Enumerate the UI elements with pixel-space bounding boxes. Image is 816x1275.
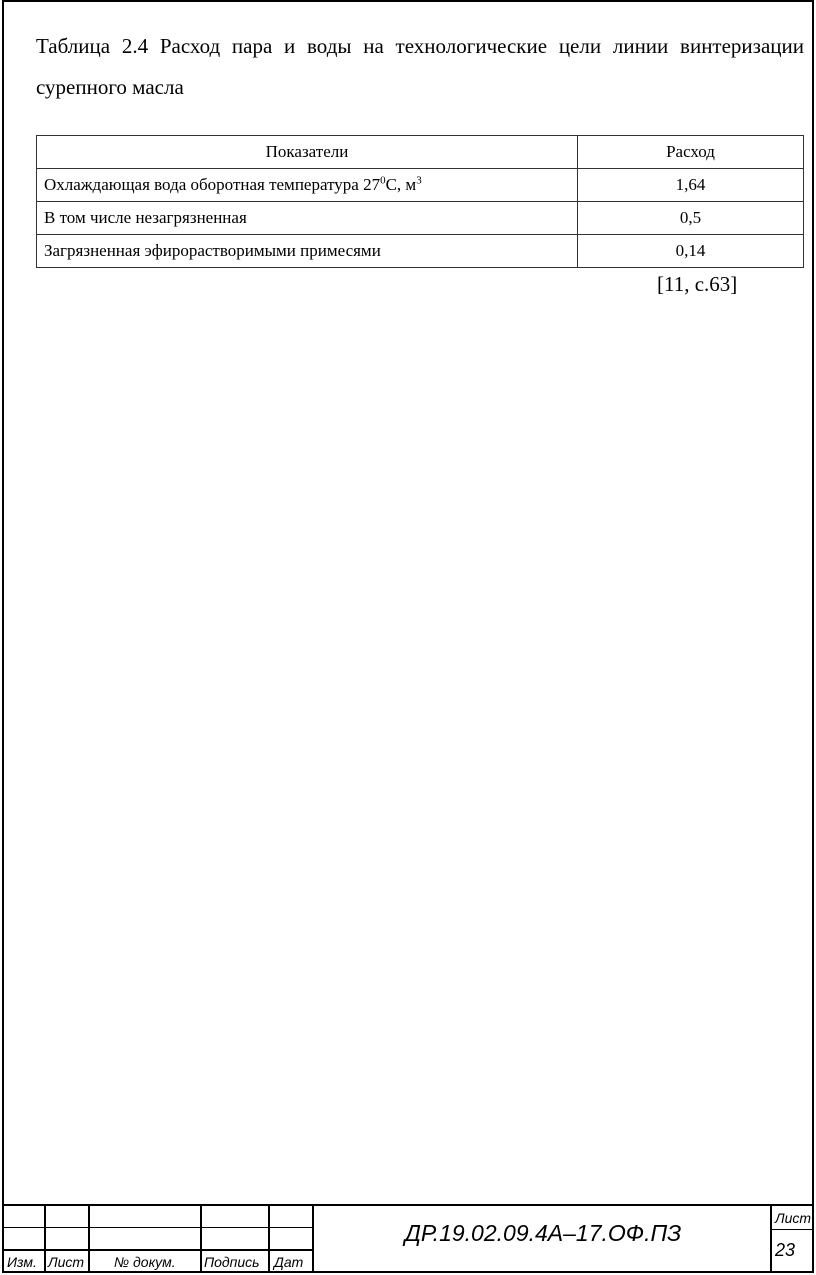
document-code: ДР.19.02.09.4А–17.ОФ.ПЗ [404, 1220, 682, 1246]
stamp-divider [268, 1206, 270, 1273]
stamp-rule [2, 1249, 312, 1251]
source-reference: [11, с.63] [657, 272, 738, 296]
stamp-divider [44, 1206, 46, 1273]
sheet-label: Лист [775, 1210, 812, 1226]
row-label: Загрязненная эфирорастворимыми примесями [37, 235, 578, 268]
stamp-label-date: Дат [274, 1254, 304, 1270]
degree-superscript: 0 [380, 174, 386, 187]
row-label-unit: С, м [385, 175, 417, 194]
stamp-divider [88, 1206, 90, 1273]
row-label [37, 169, 578, 202]
stamp-divider [200, 1206, 202, 1273]
title-block [2, 1204, 814, 1273]
table-row [37, 169, 804, 202]
header-indicators: Показатели [37, 136, 578, 169]
cubic-superscript: 3 [416, 174, 422, 187]
stamp-label-signature: Подпись [204, 1254, 260, 1270]
row-label-text: Охлаждающая вода оборотная температура 27 [44, 175, 381, 194]
table-header-row [37, 136, 804, 169]
row-value: 0,14 [578, 235, 804, 268]
stamp-label-change: Изм. [7, 1254, 37, 1270]
consumption-table [36, 135, 804, 268]
header-consumption: Расход [578, 136, 804, 169]
row-value: 0,5 [578, 202, 804, 235]
stamp-label-docnum: № докум. [114, 1254, 176, 1270]
row-label: В том числе незагрязненная [37, 202, 578, 235]
table-row [37, 235, 804, 268]
stamp-label-sheet: Лист [48, 1254, 85, 1270]
row-value: 1,64 [578, 169, 804, 202]
sheet-number: 23 [775, 1240, 796, 1260]
table-row [37, 202, 804, 235]
stamp-rule [2, 1227, 312, 1228]
stamp-rule [770, 1229, 814, 1230]
table-caption: Таблица 2.4 Расход пара и воды на технологические цели линии винтеризации сурепного масла [36, 34, 804, 99]
